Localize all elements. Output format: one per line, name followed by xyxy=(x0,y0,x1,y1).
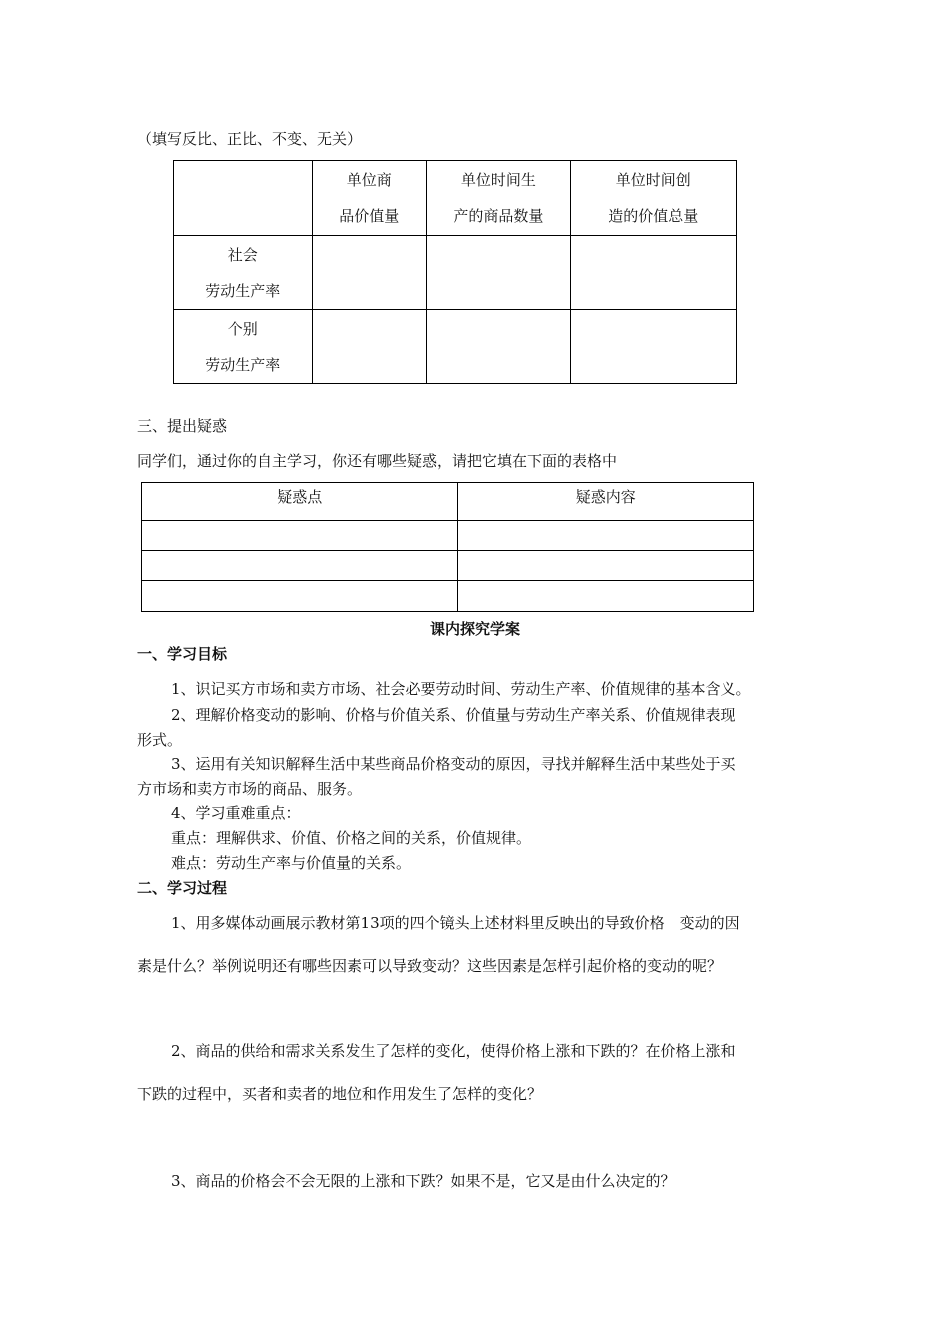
table-corner-cell xyxy=(174,161,313,236)
table-cell[interactable] xyxy=(458,521,754,551)
question-2: 2、商品的供给和需求关系发生了怎样的变化，使得价格上涨和下跌的？在价格上涨和 xyxy=(171,1042,736,1060)
table-cell[interactable] xyxy=(312,236,427,310)
doubt-point-header: 疑惑点 xyxy=(142,483,458,521)
table-cell[interactable] xyxy=(427,310,570,384)
header-unit-time-total-value: 单位时间创 造的价值总量 xyxy=(570,161,736,236)
table-cell[interactable] xyxy=(142,551,458,581)
row-label-individual: 个别 劳动生产率 xyxy=(174,310,313,384)
table-cell[interactable] xyxy=(312,310,427,384)
section3-intro: 同学们，通过你的自主学习，你还有哪些疑惑，请把它填在下面的表格中 xyxy=(137,452,618,470)
question-2-cont: 下跌的过程中，买者和卖者的地位和作用发生了怎样的变化？ xyxy=(137,1085,543,1103)
goals-heading: 一、学习目标 xyxy=(137,645,228,663)
page-title: 课内探究学案 xyxy=(429,620,520,638)
header-unit-time-quantity: 单位时间生 产的商品数量 xyxy=(427,161,570,236)
row-label-social: 社会 劳动生产率 xyxy=(174,236,313,310)
section3-heading: 三、提出疑惑 xyxy=(137,417,228,435)
doubts-table xyxy=(141,482,754,612)
table-cell[interactable] xyxy=(570,236,736,310)
difficult-point: 难点：劳动生产率与价值量的关系。 xyxy=(171,854,412,872)
table-cell[interactable] xyxy=(142,581,458,612)
goal-item-3-cont: 方市场和卖方市场的商品、服务。 xyxy=(137,780,363,798)
goal-item-3: 3、运用有关知识解释生活中某些商品价格变动的原因，寻找并解释生活中某些处于买 xyxy=(171,755,736,773)
question-3: 3、商品的价格会不会无限的上涨和下跌？如果不是，它又是由什么决定的？ xyxy=(171,1172,676,1190)
question-1: 1、用多媒体动画展示教材第13项的四个镜头上述材料里反映出的导致价格 变动的因 xyxy=(171,914,740,932)
doubt-content-header: 疑惑内容 xyxy=(458,483,754,521)
table1-caption: （填写反比、正比、不变、无关） xyxy=(137,130,363,148)
goal-item-1: 1、识记买方市场和卖方市场、社会必要劳动时间、劳动生产率、价值规律的基本含义。 xyxy=(171,680,751,698)
productivity-table xyxy=(173,160,737,384)
goal-item-2-cont: 形式。 xyxy=(137,731,183,749)
goal-item-4: 4、学习重难重点： xyxy=(171,804,301,822)
key-point: 重点：理解供求、价值、价格之间的关系，价值规律。 xyxy=(171,829,532,847)
goal-item-2: 2、理解价格变动的影响、价格与价值关系、价值量与劳动生产率关系、价值规律表现 xyxy=(171,706,736,724)
table-cell[interactable] xyxy=(458,551,754,581)
header-unit-value: 单位商 品价值量 xyxy=(312,161,427,236)
table-cell[interactable] xyxy=(427,236,570,310)
table-cell[interactable] xyxy=(458,581,754,612)
process-heading: 二、学习过程 xyxy=(137,879,228,897)
table-cell[interactable] xyxy=(142,521,458,551)
question-1-cont: 素是什么？举例说明还有哪些因素可以导致变动？这些因素是怎样引起价格的变动的呢？ xyxy=(137,957,723,975)
table-cell[interactable] xyxy=(570,310,736,384)
